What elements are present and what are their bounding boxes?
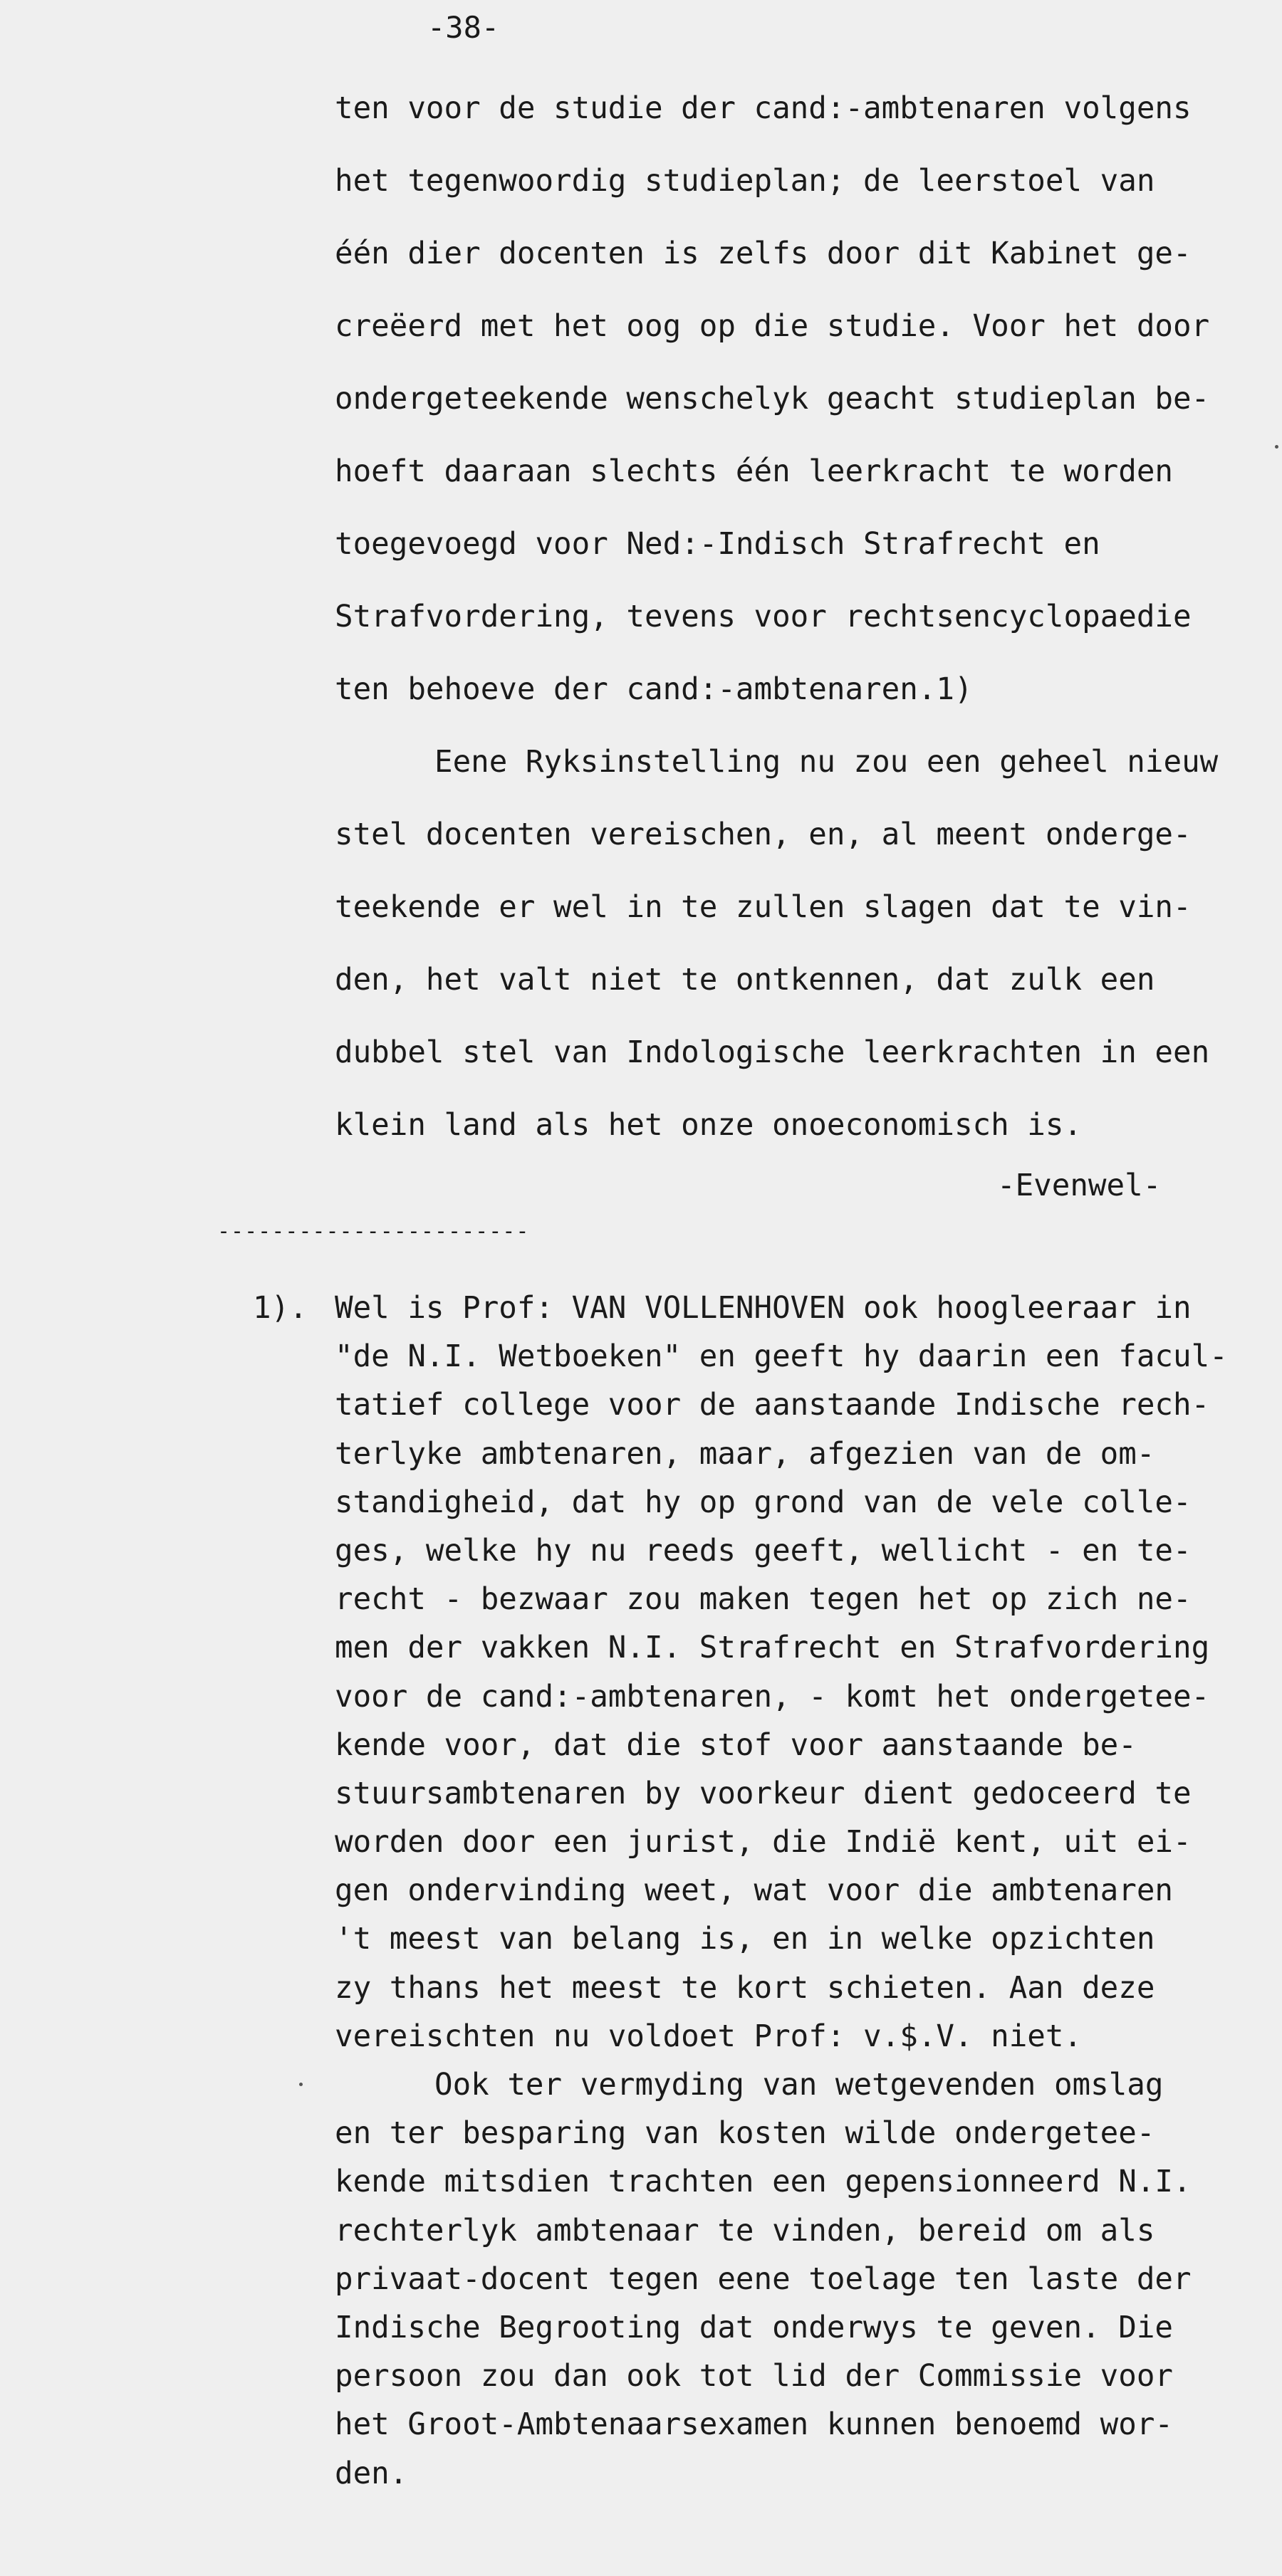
footnote-line: voor de cand:-ambtenaren, - komt het ondergetee- bbox=[335, 1679, 1210, 1714]
footnote-line: zy thans het meest te kort schieten. Aan deze bbox=[335, 1970, 1155, 2006]
footnote-line: den. bbox=[335, 2456, 408, 2491]
footnote-line: en ter besparing van kosten wilde ondergetee- bbox=[335, 2116, 1155, 2152]
footnote-line: rechterlyk ambtenaar te vinden, bereid om als bbox=[335, 2213, 1155, 2248]
footnote-line: men der vakken N.I. Strafrecht en Strafvordering bbox=[335, 1630, 1210, 1666]
footnote-line: kende mitsdien trachten een gepensionneerd N.I. bbox=[335, 2164, 1192, 2200]
body-line: teekende er wel in te zullen slagen dat te vin- bbox=[335, 890, 1192, 925]
footnote-line: vereischten nu voldoet Prof: v.$.V. niet. bbox=[335, 2019, 1083, 2054]
body-line: het tegenwoordig studieplan; de leerstoel van bbox=[335, 164, 1155, 199]
footnote-line: stuursambtenaren by voorkeur dient gedoceerd te bbox=[335, 1776, 1192, 1811]
footnote-line: ges, welke hy nu reeds geeft, wellicht - en te- bbox=[335, 1533, 1192, 1569]
body-text bbox=[335, 73, 1275, 1162]
footnote-line: het Groot-Ambtenaarsexamen kunnen benoemd wor- bbox=[335, 2407, 1174, 2443]
body-line: stel docenten vereischen, en, al meent onderge- bbox=[335, 817, 1192, 852]
body-line: ondergeteekende wenschelyk geacht studieplan be- bbox=[335, 382, 1210, 417]
footnote-line: Indische Begrooting dat onderwys te geven. Die bbox=[335, 2310, 1174, 2345]
footnote-line: Ook ter vermyding van wetgevenden omslag bbox=[434, 2068, 1164, 2103]
footnote-line: persoon zou dan ook tot lid der Commissie voor bbox=[335, 2359, 1174, 2394]
footnote-line: "de N.I. Wetboeken" en geeft hy daarin een facul- bbox=[335, 1339, 1228, 1375]
paper-speck bbox=[1275, 445, 1278, 449]
body-line: hoeft daaraan slechts één leerkracht te worden bbox=[335, 454, 1174, 489]
footnote-line: tatief college voor de aanstaande Indische rech- bbox=[335, 1388, 1210, 1423]
body-line: Eene Ryksinstelling nu zou een geheel nieuw bbox=[434, 745, 1219, 780]
body-line: ten voor de studie der cand:-ambtenaren volgens bbox=[335, 91, 1192, 126]
footnote-line: gen ondervinding weet, wat voor die ambtenaren bbox=[335, 1873, 1174, 1909]
body-line: den, het valt niet te ontkennen, dat zulk een bbox=[335, 963, 1155, 998]
footnote-line: worden door een jurist, die Indië kent, uit ei- bbox=[335, 1825, 1192, 1860]
footnote-line: Wel is Prof: VAN VOLLENHOVEN ook hoogleeraar in bbox=[335, 1291, 1192, 1326]
footnote-line: standigheid, dat hy op grond van de vele colle- bbox=[335, 1485, 1192, 1520]
footnote-line: privaat-docent tegen eene toelage ten laste der bbox=[335, 2261, 1192, 2297]
page-number: -38- bbox=[427, 10, 500, 45]
body-line: één dier docenten is zelfs door dit Kabinet ge- bbox=[335, 236, 1192, 271]
body-line: Strafvordering, tevens voor rechtsencyclopaedie bbox=[335, 600, 1192, 634]
footnote-line: kende voor, dat die stof voor aanstaande be- bbox=[335, 1727, 1137, 1763]
body-line: toegevoegd voor Ned:-Indisch Strafrecht en bbox=[335, 527, 1100, 562]
body-line: ten behoeve der cand:-ambtenaren.1) bbox=[335, 672, 973, 707]
footnote-line: terlyke ambtenaren, maar, afgezien van de om- bbox=[335, 1436, 1155, 1472]
footnote-rule: ----------------------- bbox=[217, 1219, 530, 1244]
catchword: -Evenwel- bbox=[997, 1168, 1162, 1203]
footnote-marker: 1). bbox=[253, 1291, 308, 1326]
footnote-text bbox=[335, 1284, 1275, 2498]
body-line: klein land als het onze onoeconomisch is. bbox=[335, 1108, 1083, 1143]
footnote-line: 't meest van belang is, en in welke opzichten bbox=[335, 1922, 1155, 1957]
paper-speck bbox=[299, 2083, 303, 2086]
body-line: dubbel stel van Indologische leerkrachten in een bbox=[335, 1035, 1210, 1070]
body-line: creëerd met het oog op die studie. Voor het door bbox=[335, 309, 1210, 344]
footnote-line: recht - bezwaar zou maken tegen het op zich ne- bbox=[335, 1582, 1192, 1618]
